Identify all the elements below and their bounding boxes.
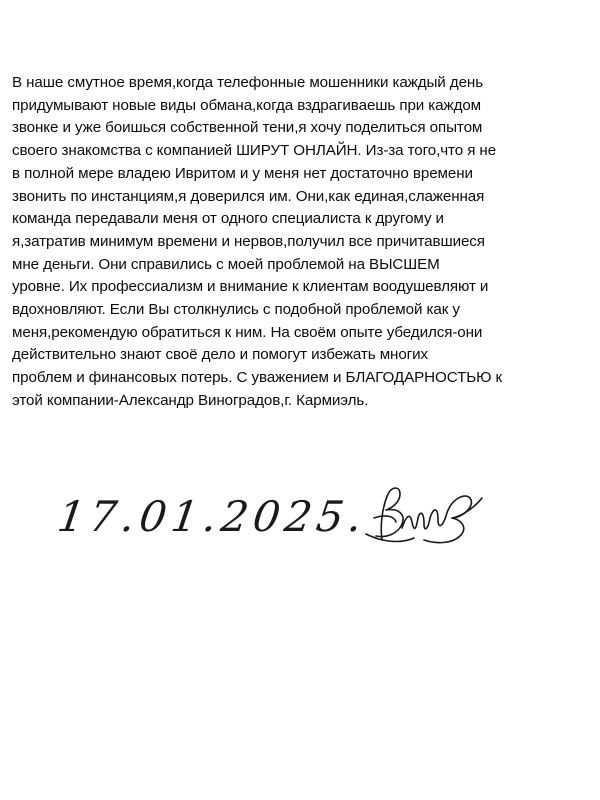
letter-line: я,затратив минимум времени и нервов,получил все причитавшиеся bbox=[12, 232, 485, 250]
letter-line: вдохновляют. Если Вы столкнулись с подобной проблемой как у bbox=[12, 301, 460, 319]
letter-line: в полной мере владею Ивритом и у меня нет достаточно времени bbox=[12, 164, 473, 182]
letter-line: меня,рекомендую обратиться к ним. На своём опыте убедился-они bbox=[12, 323, 483, 341]
letter-line: действительно знают своё дело и помогут избежать многих bbox=[12, 346, 428, 364]
letter-line: звонить по инстанциям,я доверился им. Они,как единая,слаженная bbox=[12, 187, 485, 205]
handwritten-signature-icon bbox=[352, 478, 492, 562]
letter-line: уровне. Их профессиализм и внимание к клиентам воодушевляют и bbox=[12, 278, 489, 296]
letter-body bbox=[12, 72, 590, 413]
handwritten-date: 17.01.2025. bbox=[54, 492, 371, 541]
letter-line: мне деньги. Они справились с моей проблемой на ВЫСШЕМ bbox=[12, 255, 440, 273]
letter-line: команда передавали меня от одного специалиста к другому и bbox=[12, 210, 444, 228]
letter-line: проблем и финансовых потерь. С уважением и БЛАГОДАРНОСТЬЮ к bbox=[12, 369, 503, 387]
letter-line: этой компании-Александр Виноградов,г. Кармиэль. bbox=[12, 391, 369, 409]
letter-line: звонке и уже боишься собственной тени,я хочу поделиться опытом bbox=[12, 119, 483, 137]
letter-line: придумывают новые виды обмана,когда вздрагиваешь при каждом bbox=[12, 96, 482, 114]
letter-line: своего знакомства с компанией ШИРУТ ОНЛАЙН. Из-за того,что я не bbox=[12, 142, 497, 160]
letter-line: В наше смутное время,когда телефонные мошенники каждый день bbox=[12, 74, 484, 91]
